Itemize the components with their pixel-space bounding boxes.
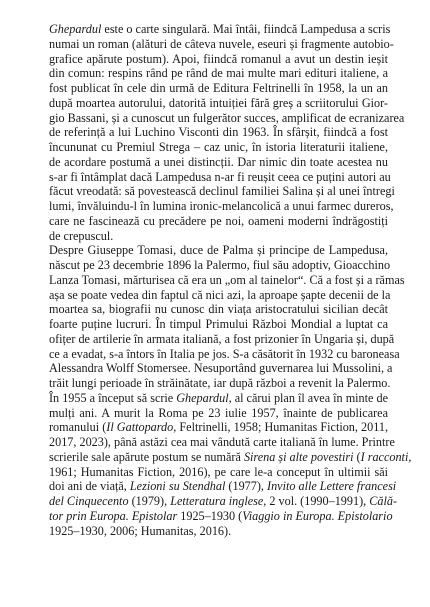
text-run: , al cărui plan îl avea în minte de (228, 390, 388, 405)
text-run: Alessandra Wolff Stomersee. Nesuportând guvernarea lui Mussolini, a (49, 361, 393, 376)
italic-title-text: Viaggio in Europa. Epistolario (242, 508, 393, 523)
text-run: de acordare postumă a unei distincții. Dar nimic din toate acestea nu (49, 154, 388, 169)
text-line (49, 125, 388, 140)
text-line (49, 169, 391, 185)
italic-title-text: Invito alle Lettere francesi (267, 479, 397, 494)
text-run: ce a evadat, s-a întors în Italia pe jos. S-a căsătorit în 1932 cu baroneasa (49, 346, 400, 361)
italic-title-text: Lezioni su Stendhal (129, 479, 226, 494)
text-line (49, 508, 393, 524)
text-run: încununat cu Premiul Strega – caz unic, în istoria literaturii italiene, (49, 140, 388, 154)
text-line (49, 110, 405, 126)
text-run: 2017, 2023), până astăzi cea mai vândută carte italiană în lume. Printre (49, 435, 395, 449)
text-line (49, 331, 395, 347)
text-run: s-ar fi întâmplat dacă Lampedusa n-ar fi reușit ceea ce puțini autori au (49, 169, 391, 184)
italic-title-text: Il Gattopardo (106, 420, 174, 435)
text-run: 1961; Humanitas Fiction, 2016), pe care le-a conceput în ultimii săi (49, 464, 388, 479)
text-line (49, 317, 388, 332)
text-run: romanului ( (49, 420, 107, 435)
text-run: Despre Giuseppe Tomasi, duce de Palma și principe de Lampedusa, (49, 243, 388, 258)
italic-title-text: del Cinquecento (49, 494, 129, 508)
text-line (49, 406, 388, 421)
text-run: după moartea autorului, datorită intuiției fără greș a scriitorului Gior- (49, 95, 388, 110)
paragraph-ghepardul-intro (49, 22, 405, 243)
text-line (49, 524, 388, 539)
text-line (49, 494, 398, 509)
text-run: așa se poate vedea din faptul că nici azi, la aproape șapte decenii de la (49, 287, 391, 302)
text-run: care ne fascinează cu precădere pe noi, oameni moderni îndrăgostiți (49, 213, 388, 228)
text-line (49, 52, 388, 67)
text-line (49, 272, 405, 288)
text-line (49, 420, 388, 435)
text-run: ofițer de artilerie în armata italiană, a fost prizonier în Ungaria și, după (49, 331, 395, 346)
text-run: În 1955 a început să scrie (49, 390, 177, 405)
text-line (49, 36, 394, 52)
text-run: Lanza Tomasi, mărturisea că era un „om al tainelor“. Că a fost și a rămas (49, 272, 405, 287)
text-line (49, 449, 412, 465)
italic-title-text: Sirena și alte povestiri (243, 449, 354, 464)
text-run: 1925–1930 ( (177, 508, 243, 523)
text-line (49, 243, 388, 258)
text-run: născut pe 23 decembrie 1896 la Palermo, fiul său adoptiv, Gioacchino (49, 258, 391, 272)
text-line (49, 229, 388, 244)
text-line (49, 435, 395, 450)
paragraph-author-biography (49, 243, 412, 538)
text-run: mulți ani. A murit la Roma pe 23 iulie 1957, înainte de publicarea (49, 405, 388, 420)
text-run: este o carte singulară. Mai întâi, fiindcă Lampedusa a scris (101, 22, 391, 36)
text-line (49, 391, 388, 406)
text-line (49, 361, 393, 376)
italic-title-text: Letteratura inglese (170, 494, 264, 508)
text-run: fost publicat în cele din urmă de Editura Feltrinelli în 1958, la un an (49, 81, 388, 95)
text-line (49, 287, 391, 303)
text-run: făcut vreodată: să povestească declinul familiei Salina și al unei întregi (49, 184, 395, 199)
text-run: (1979), (128, 494, 171, 508)
text-run: scrierile sale apărute postum se numără (49, 449, 244, 464)
text-run: 1925–1930, 2006; Humanitas, 2016). (49, 523, 232, 538)
text-line (49, 140, 388, 155)
text-line (49, 81, 388, 96)
text-line (49, 465, 388, 480)
text-line (49, 302, 388, 317)
text-run: , (408, 449, 412, 464)
text-run: (1977), (225, 479, 268, 494)
text-line (49, 155, 388, 170)
text-line (49, 184, 395, 199)
text-run: numai un roman (alături de câteva nuvele, eseuri și fragmente autobio- (49, 36, 394, 51)
text-run: doi ani de viață, (49, 479, 130, 494)
text-run: din comun: respins rând pe rând de mai multe mari edituri italiene, a (49, 66, 388, 81)
text-line (49, 96, 388, 111)
text-line (49, 376, 391, 391)
text-run: grafice apărute postum). Apoi, fiindcă romanul a avut un destin ieșit (49, 51, 388, 66)
text-run: de referință a lui Luchino Visconti din 1963. În sfârșit, fiindcă a fost (49, 125, 388, 140)
text-run: , Feltrinelli, 1958; Humanitas Fiction, 2011, (173, 420, 389, 435)
text-line (49, 214, 388, 229)
italic-title-text: Ghepardul (49, 22, 102, 36)
text-line (49, 66, 388, 81)
text-run: foarte puține lucruri. În timpul Primului Război Mondial a luptat ca (49, 317, 388, 331)
text-run: lumi, învăluindu-l în lumina ironic-melancolică a unui farmec dureros, (49, 199, 394, 213)
text-run: de crepuscul. (49, 228, 114, 243)
italic-title-text: I racconti (360, 449, 409, 464)
text-run: ( (353, 449, 361, 464)
book-page-text (49, 22, 412, 538)
text-run: , 2 vol. (1990–1991), (263, 494, 370, 508)
text-line (49, 199, 394, 214)
italic-title-text: tor prin Europa. Epistolar (49, 508, 178, 523)
italic-title-text: Ghepardul (176, 390, 229, 405)
text-run: gio Bassani, și a cunoscut un fulgerător succes, amplificat de ecranizarea (49, 110, 405, 125)
text-line (49, 22, 391, 37)
text-line (49, 258, 391, 273)
text-line (49, 346, 400, 362)
text-run: trăit lungi perioade în străinătate, iar după război a revenit la Palermo. (49, 376, 391, 390)
italic-title-text: Călă- (369, 494, 398, 508)
text-run: moartea sa, biografii nu cunosc din viața aristocratului sicilian decât (49, 302, 388, 317)
text-line (49, 479, 397, 494)
